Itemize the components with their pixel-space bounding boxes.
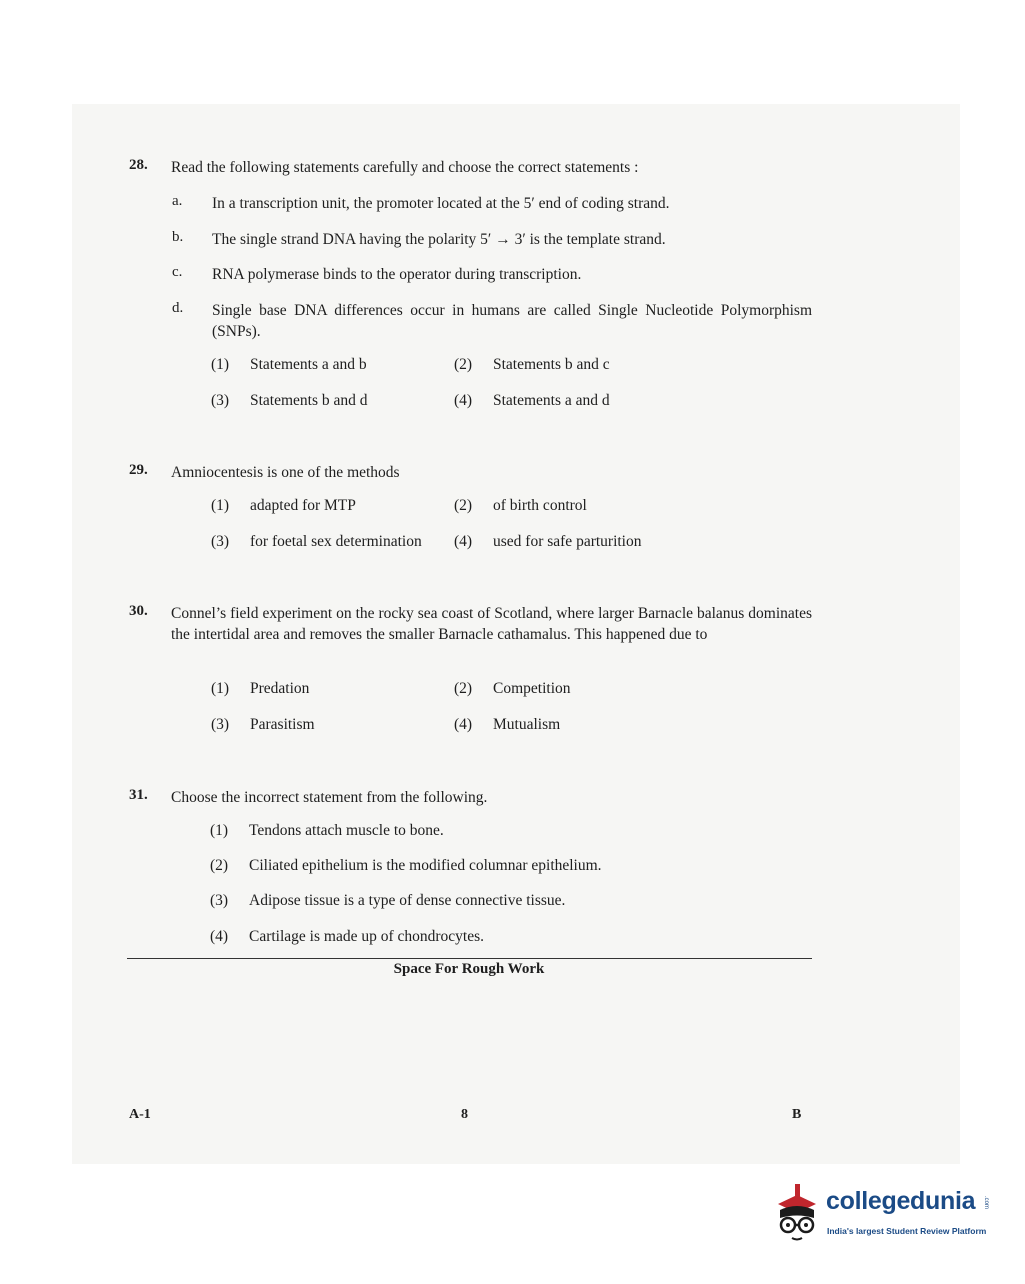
statement-label: a. [172,193,183,209]
mascot-logo-icon [768,1180,826,1244]
statement-text: The single strand DNA having the polarity 5′ → 3′ is the template strand. [212,231,666,248]
statement-label: c. [172,264,183,280]
option-text: Predation [250,680,310,697]
option-text: Ciliated epithelium is the modified columnar epithelium. [249,857,602,874]
option-4 [210,928,484,946]
statement-text: In a transcription unit, the promoter located at the 5′ end of coding strand. [212,195,670,212]
option-number: (3) [211,716,230,733]
option-number: (3) [211,533,230,550]
option-number: (2) [210,857,229,874]
option-number: (3) [211,392,230,409]
brand-suffix: .com [983,1196,989,1210]
option-text: Cartilage is made up of chondrocytes. [249,928,485,945]
option-text: Adipose tissue is a type of dense connective tissue. [249,892,566,909]
option-text: Mutualism [493,716,561,733]
option-1 [211,356,367,374]
option-2 [454,680,571,698]
rough-work-heading: Space For Rough Work [393,961,545,977]
option-text: Statements a and d [493,392,610,409]
option-3 [211,392,368,410]
option-text: Tendons attach muscle to bone. [249,822,444,839]
option-text: Competition [493,680,571,697]
question-text: Amniocentesis is one of the methods [171,464,400,481]
question-number: 28. [129,157,148,173]
option-4 [454,392,610,410]
collegedunia-watermark [768,1180,1008,1244]
option-number: (1) [211,356,230,373]
option-number: (2) [454,497,473,514]
option-number: (4) [454,392,473,409]
option-text: Statements b and d [250,392,368,409]
brand-tagline: India's largest Student Review Platform [827,1226,987,1236]
question-number: 29. [129,462,148,478]
option-3 [211,533,422,551]
footer-series: B [792,1107,802,1122]
option-1 [211,680,309,698]
statement-text: RNA polymerase binds to the operator during transcription. [212,266,582,283]
option-text: adapted for MTP [250,497,356,514]
option-2 [454,497,587,515]
option-3 [210,892,565,910]
option-text: of birth control [493,497,587,514]
page-number: 8 [461,1107,468,1122]
option-number: (1) [211,680,230,697]
option-1 [210,822,444,840]
statement-label: b. [172,229,184,245]
option-text: Statements a and b [250,356,367,373]
option-4 [454,533,642,551]
footer-code: A-1 [129,1107,151,1122]
question-number: 30. [129,603,148,619]
option-number: (4) [454,716,473,733]
option-text: Statements b and c [493,356,610,373]
option-number: (4) [454,533,473,550]
option-number: (3) [210,892,229,909]
question-text: Choose the incorrect statement from the following. [171,789,488,806]
option-number: (4) [210,928,229,945]
option-number: (2) [454,356,473,373]
option-text: for foetal sex determination [250,533,422,550]
option-number: (1) [211,497,230,514]
option-text: used for safe parturition [493,533,642,550]
option-3 [211,716,315,734]
statement-text: Single base DNA differences occur in humans are called Single Nucleotide Polymorphism (SNPs). [212,302,812,340]
option-2 [454,356,610,374]
brand-name: collegedunia [826,1187,976,1215]
question-text: Read the following statements carefully and choose the correct statements : [171,159,639,176]
option-1 [211,497,356,515]
option-number: (2) [454,680,473,697]
option-number: (1) [210,822,229,839]
option-4 [454,716,560,734]
divider-line [127,958,812,959]
option-text: Parasitism [250,716,315,733]
question-number: 31. [129,787,148,803]
option-2 [210,857,602,875]
statement-label: d. [172,300,184,316]
question-text: Connel’s field experiment on the rocky sea coast of Scotland, where larger Barnacle balanus dominates the intertidal area and removes the smaller Barnacle cathamalus. This happened due to [171,605,812,643]
